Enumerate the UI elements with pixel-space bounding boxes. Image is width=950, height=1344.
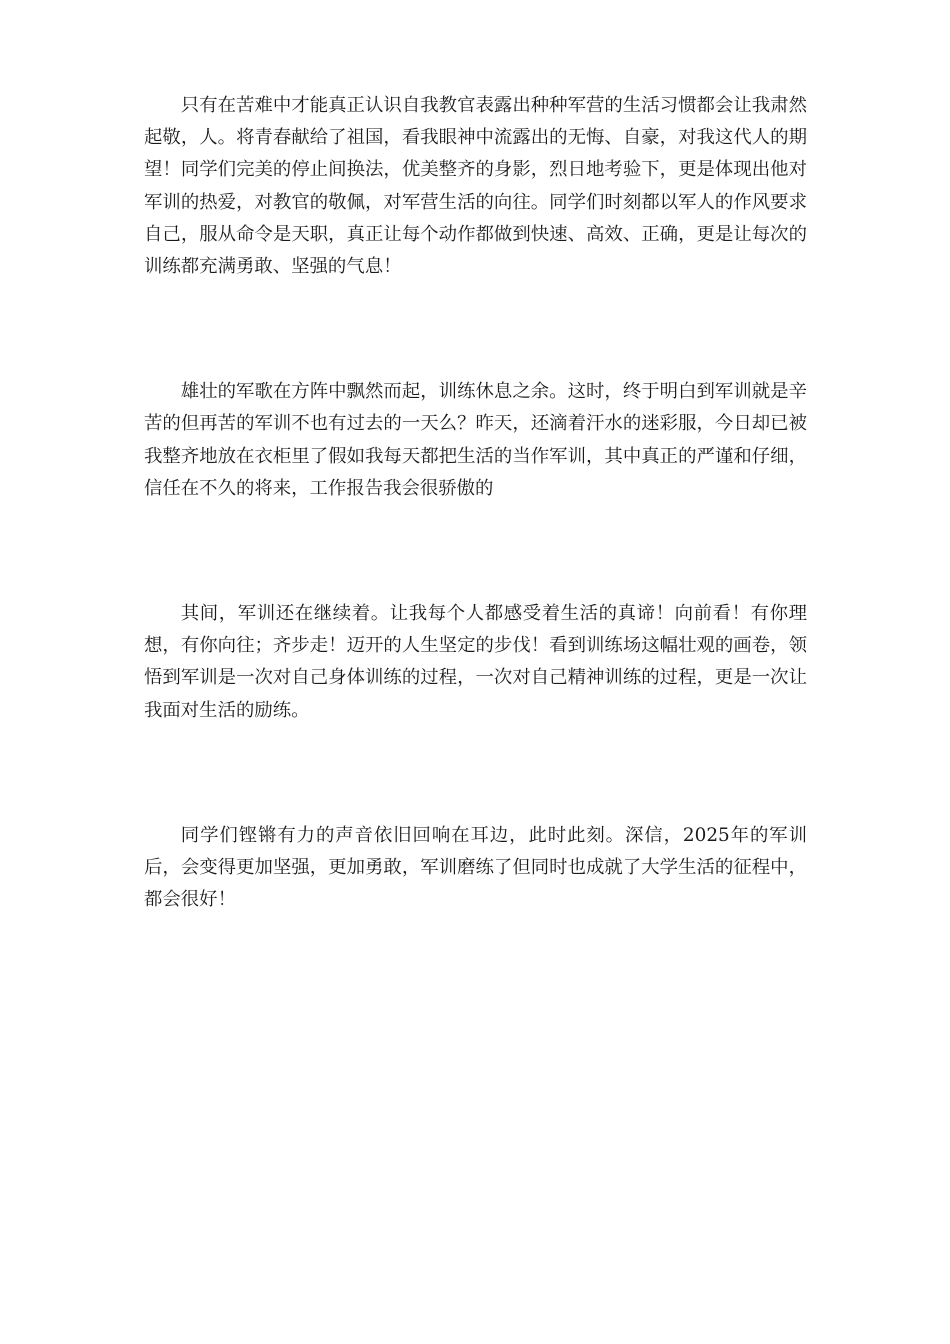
paragraph-spacer [144, 727, 807, 820]
document-body [144, 90, 807, 916]
paragraph-3: 其间，军训还在继续着。让我每个人都感受着生活的真谛！向前看！有你理想，有你向往；齐步走！迈开的人生坚定的步伐！看到训练场这幅壮观的画卷，领悟到军训是一次对自己身体训练的过程，一次对自己精神训练的过程，更是一次让我面对生活的励练。 [144, 603, 807, 721]
paragraph-2: 雄壮的军歌在方阵中飘然而起，训练休息之余。这时，终于明白到军训就是辛苦的但再苦的军训不也有过去的一天么？昨天，还滴着汗水的迷彩服，今日却已被我整齐地放在衣柜里了假如我每天都把生活的当作军训，其中真正的严谨和仔细，信任在不久的将来，工作报告我会很骄傲的 [144, 381, 807, 499]
paragraph-4: 同学们铿锵有力的声音依旧回响在耳边，此时此刻。深信，2025年的军训后，会变得更加坚强，更加勇敢，军训磨练了但同时也成就了大学生活的征程中，都会很好！ [144, 824, 807, 911]
paragraph-spacer [144, 283, 807, 376]
paragraph-spacer [144, 505, 807, 598]
paragraph-1: 只有在苦难中才能真正认识自我教官表露出种种军营的生活习惯都会让我肃然起敬，人。将青春献给了祖国，看我眼神中流露出的无悔、自豪，对我这代人的期望！同学们完美的停止间换法，优美整齐的身影，烈日地考验下，更是体现出他对军训的热爱，对教官的敬佩，对军营生活的向往。同学们时刻都以军人的作风要求自己，服从命令是天职，真正让每个动作都做到快速、高效、正确，更是让每次的训练都充满勇敢、坚强的气息！ [144, 95, 807, 278]
